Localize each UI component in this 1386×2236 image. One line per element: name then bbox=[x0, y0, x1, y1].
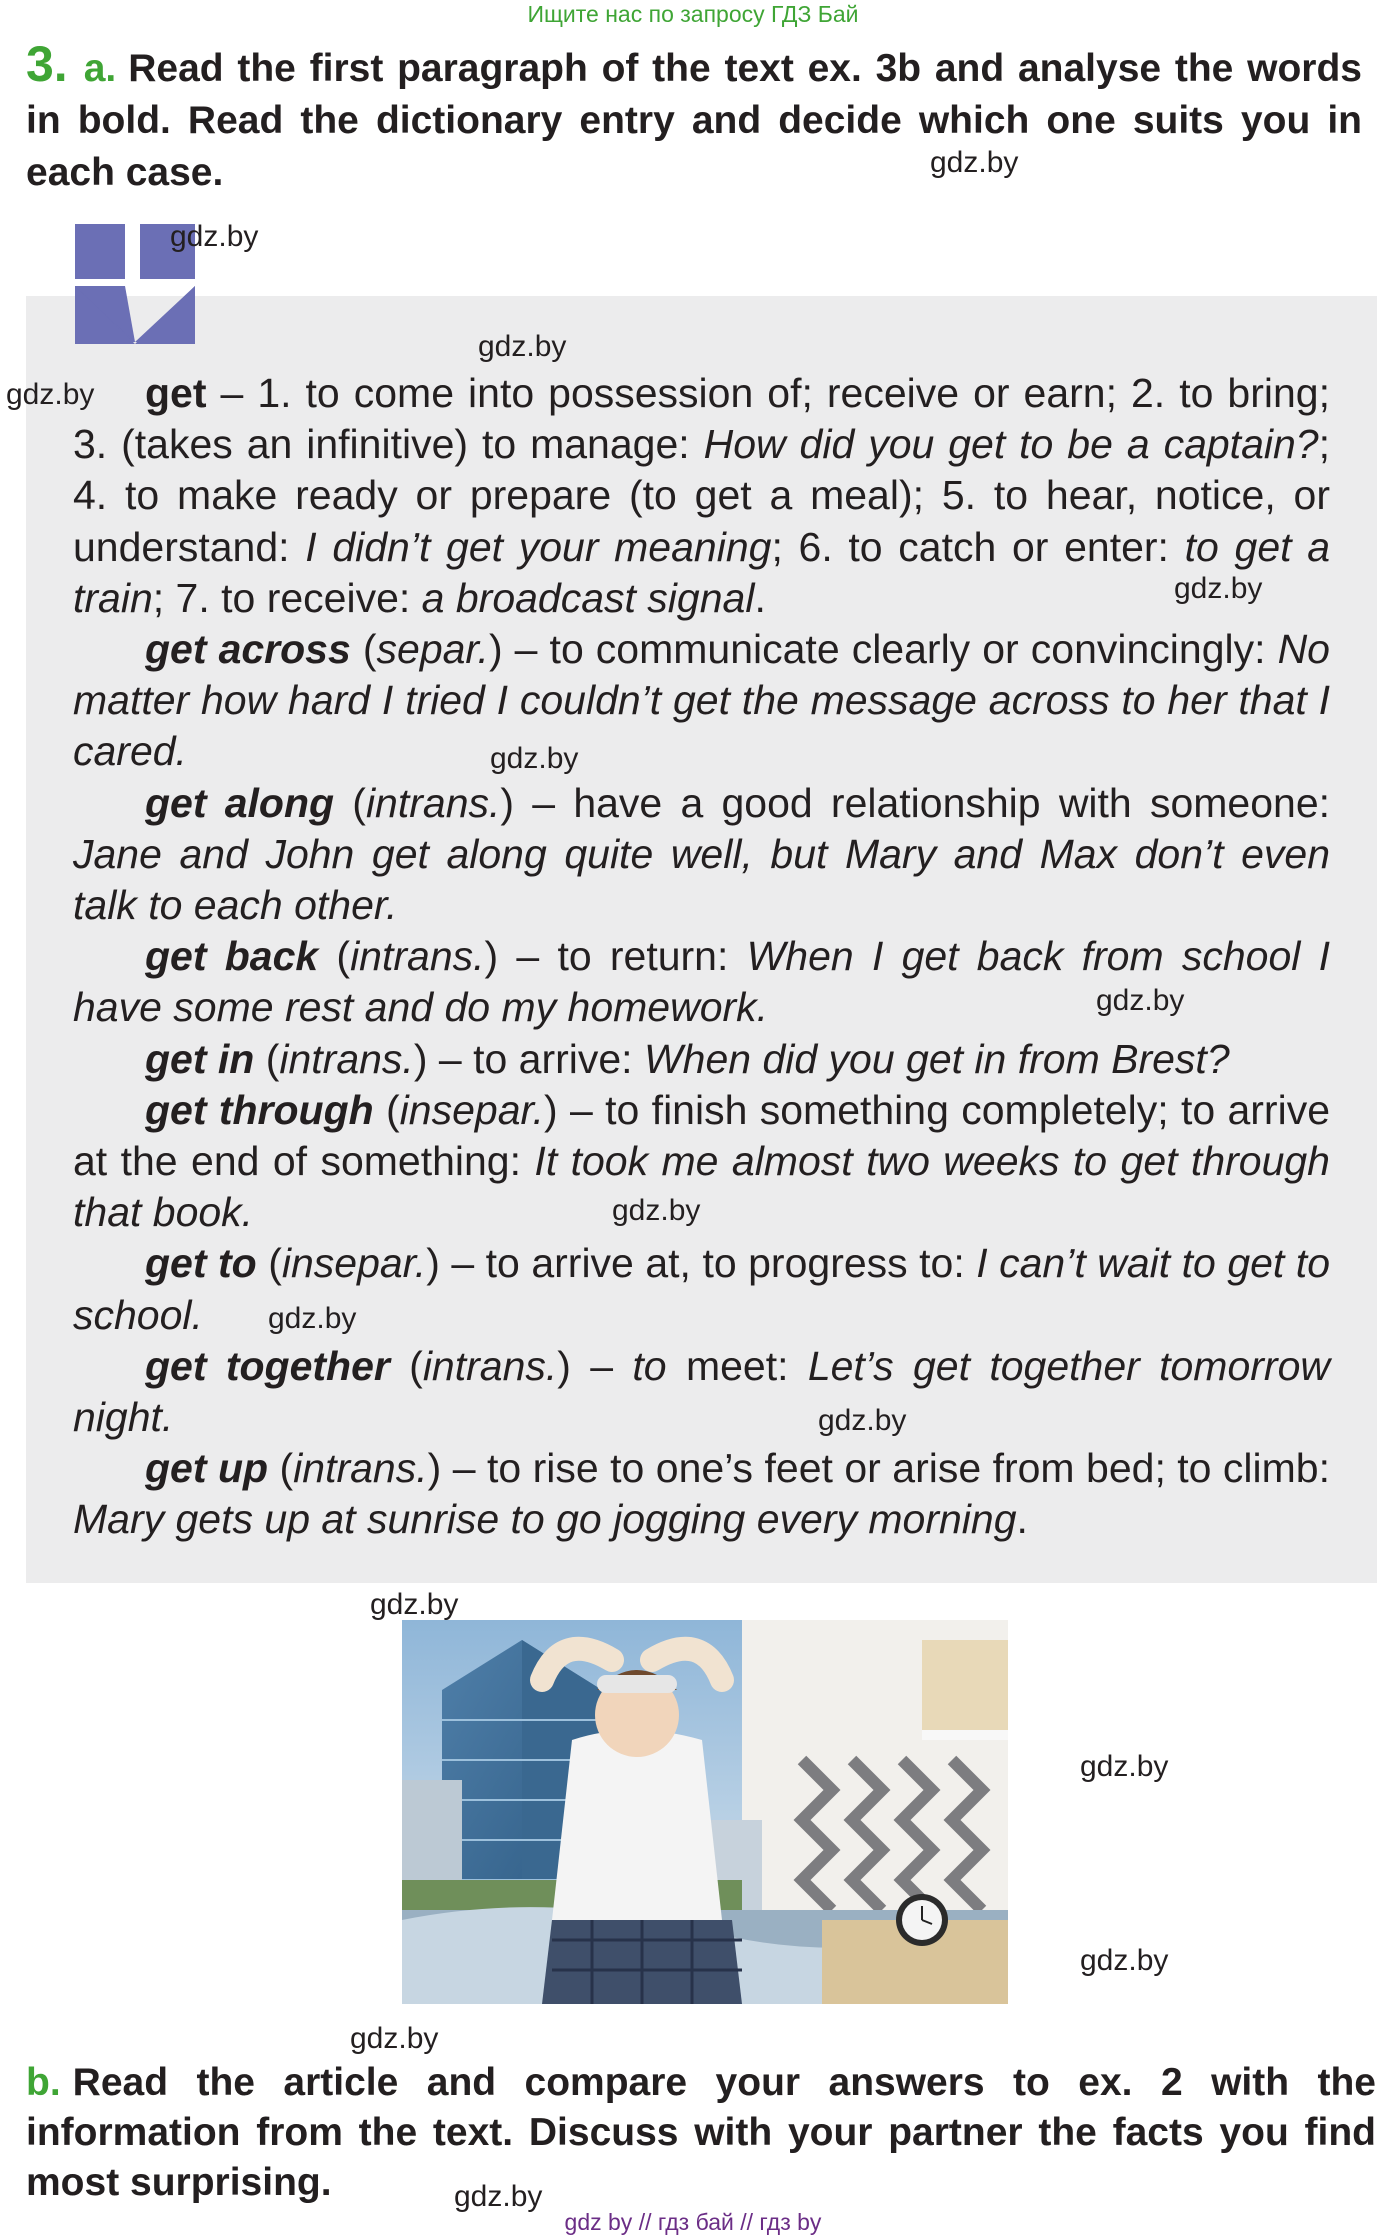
header-note: Ищите нас по запросу ГДЗ Бай bbox=[527, 1, 859, 27]
watermark: gdz.by bbox=[350, 2022, 439, 2055]
entry-get-back: get back (intrans.) – to return: When I get back from school I have some rest and do my homework. bbox=[73, 933, 1330, 1031]
entry-get-in: get in (intrans.) – to arrive: When did you get in from Brest? bbox=[145, 1035, 1230, 1082]
watermark: gdz.by bbox=[6, 378, 95, 411]
entry-get-to: get to (insepar.) – to arrive at, to progress to: I can’t wait to get to school. bbox=[73, 1240, 1331, 1338]
task-a-heading bbox=[26, 38, 1362, 199]
task-b-heading bbox=[26, 2058, 1376, 2208]
boy-stretching-photo bbox=[402, 1620, 1008, 2004]
watermark: gdz.by bbox=[268, 1302, 357, 1335]
task-letter-b: b. bbox=[26, 2061, 61, 2104]
watermark: gdz.by bbox=[930, 146, 1019, 179]
entry-get-through: get through (insepar.) – to finish something completely; to arrive at the end of something: It took me almost two weeks to get through that book. bbox=[73, 1086, 1330, 1236]
task-b-text: Read the article and compare your answers to ex. 2 with the information from the text. Discuss with your partner the facts you find most surprising. bbox=[26, 2061, 1376, 2204]
entry-get-along: get along (intrans.) – have a good relationship with someone: Jane and John get along quite well, but Mary and Max don’t even talk to each other. bbox=[73, 779, 1331, 929]
watermark: gdz.by bbox=[1174, 572, 1263, 605]
task-a-text: Read the first paragraph of the text ex. 3b and analyse the words in bold. Read the dictionary entry and decide which one suits you in each case. bbox=[26, 47, 1362, 194]
watermark: gdz.by bbox=[490, 742, 579, 775]
watermark: gdz.by bbox=[612, 1194, 701, 1227]
watermark: gdz.by bbox=[370, 1588, 459, 1621]
entry-get-across: get across (separ.) – to communicate clearly or convincingly: No matter how hard I tried I couldn’t get the message across to her that I cared. bbox=[73, 626, 1330, 775]
footer-note: gdz by // гдз бай // гдз by bbox=[564, 2209, 822, 2235]
task-letter-a: a. bbox=[83, 47, 117, 90]
entry-get: get – 1. to come into possession of; receive or earn; 2. to bring; 3. (takes an infinitive) to manage: How did you get to be a captain?; 4. to make ready or prepare (to get a meal); 5. to hear, notice, or understand: I didn’t get your meaning; 6. to catch or enter: to get a train; 7. to receive: a broadcast signal. bbox=[73, 370, 1331, 621]
watermark: gdz.by bbox=[1080, 1750, 1169, 1783]
entry-get-up: get up (intrans.) – to rise to one’s feet or arise from bed; to climb: Mary gets up at sunrise to go jogging every morning. bbox=[73, 1445, 1330, 1543]
watermark: gdz.by bbox=[1080, 1944, 1169, 1977]
dictionary-entry bbox=[73, 368, 1330, 1546]
watermark: gdz.by bbox=[454, 2180, 543, 2213]
watermark: gdz.by bbox=[818, 1404, 907, 1437]
watermark: gdz.by bbox=[478, 330, 567, 363]
task-number: 3. bbox=[26, 36, 68, 92]
entry-get-together: get together (intrans.) – to meet: Let’s get together tomorrow night. bbox=[73, 1342, 1330, 1441]
watermark: gdz.by bbox=[1096, 984, 1185, 1017]
watermark: gdz.by bbox=[170, 220, 259, 253]
